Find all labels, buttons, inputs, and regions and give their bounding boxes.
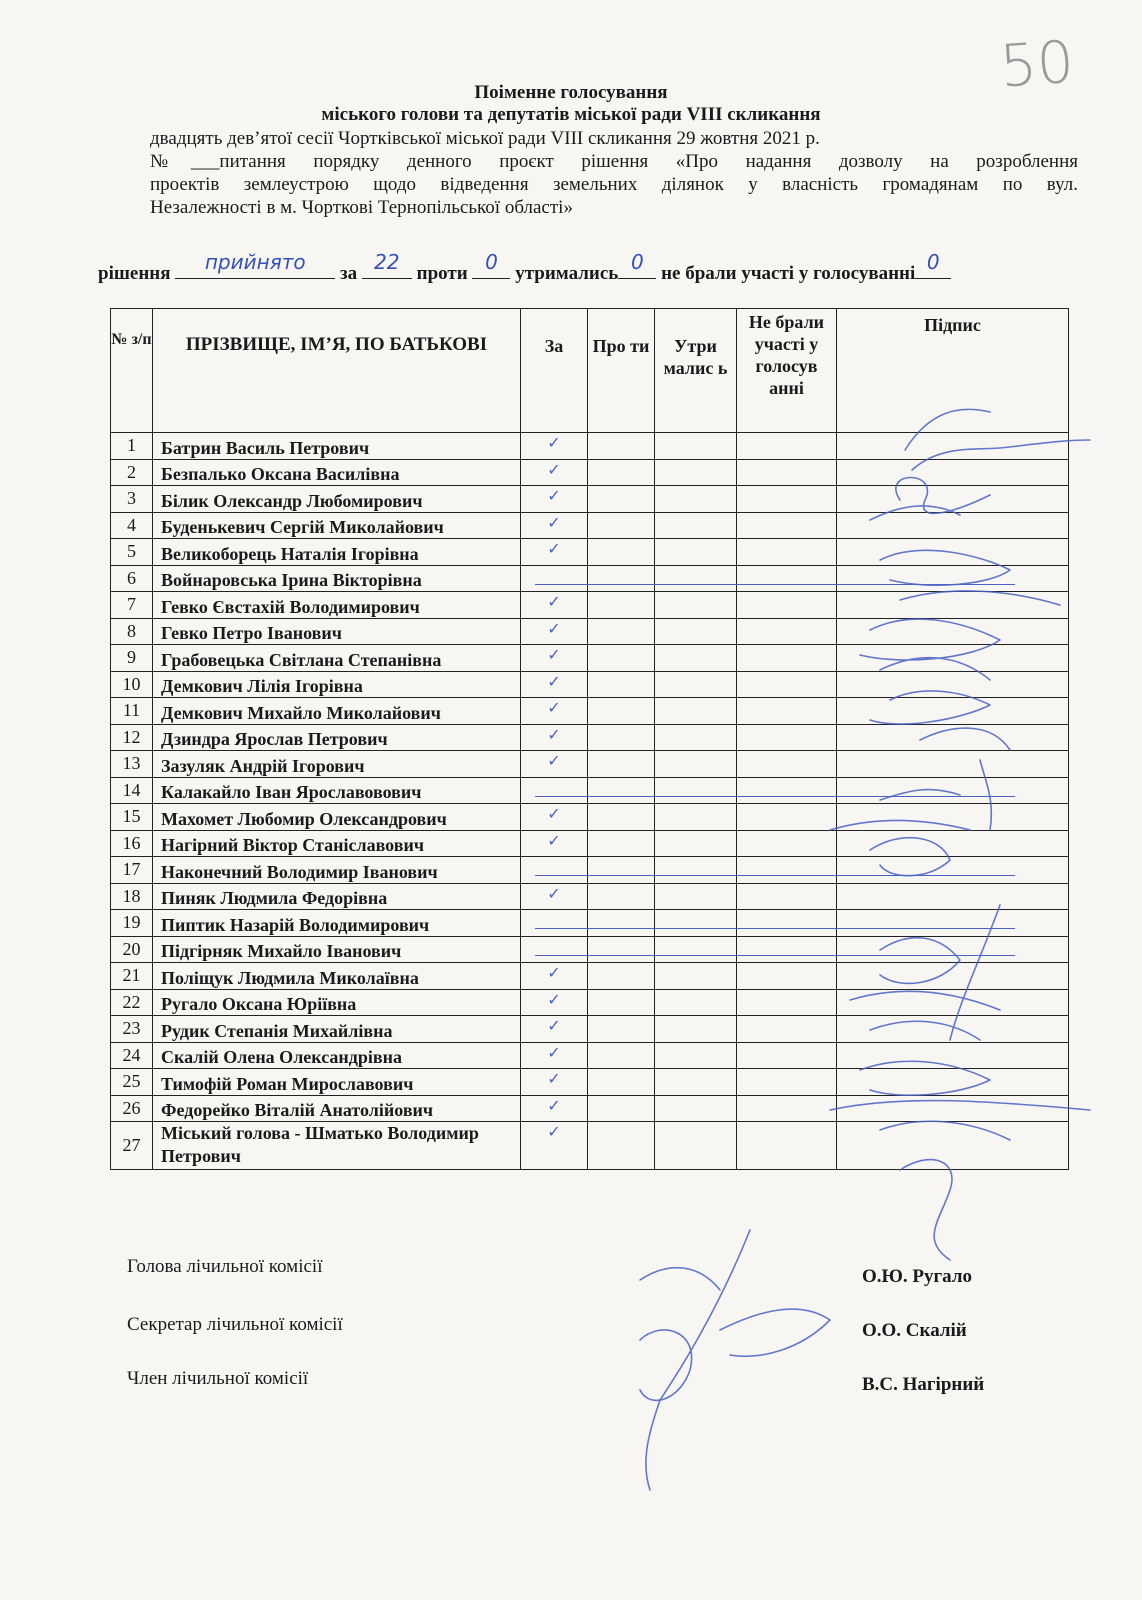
row-name: Наконечний Володимир Іванович: [153, 857, 521, 884]
abstained-label: утримались: [515, 263, 619, 284]
row-num: 21: [111, 963, 153, 990]
row-not-voted: [737, 910, 837, 937]
row-against: [588, 1069, 655, 1096]
row-name: Поліщук Людмила Миколаївна: [153, 963, 521, 990]
row-abstained: [655, 777, 737, 804]
row-abstained: [655, 989, 737, 1016]
row-num: 16: [111, 830, 153, 857]
row-against: [588, 459, 655, 486]
decision-value: прийнято: [204, 250, 306, 274]
row-abstained: [655, 1042, 737, 1069]
row-num: 9: [111, 645, 153, 672]
row-not-voted: [737, 486, 837, 513]
row-signature: [837, 777, 1069, 804]
row-not-voted: [737, 1122, 837, 1170]
row-num: 14: [111, 777, 153, 804]
for-value: 22: [374, 250, 400, 274]
row-signature: [837, 459, 1069, 486]
row-name: Тимофій Роман Мирославович: [153, 1069, 521, 1096]
row-abstained: [655, 830, 737, 857]
row-num: 2: [111, 459, 153, 486]
table-row: [111, 777, 1069, 804]
row-for: [521, 565, 588, 592]
against-value: 0: [485, 250, 498, 274]
row-num: 26: [111, 1095, 153, 1122]
row-for: ✓: [521, 830, 588, 857]
row-name: Демкович Михайло Миколайович: [153, 698, 521, 725]
header-for: За: [521, 309, 588, 433]
row-abstained: [655, 618, 737, 645]
table-row: [111, 618, 1069, 645]
row-num: 25: [111, 1069, 153, 1096]
row-abstained: [655, 936, 737, 963]
row-abstained: [655, 910, 737, 937]
row-signature: [837, 698, 1069, 725]
row-for: ✓: [521, 539, 588, 566]
row-not-voted: [737, 645, 837, 672]
not-voted-field: [915, 250, 951, 279]
row-name: Підгірняк Михайло Іванович: [153, 936, 521, 963]
row-not-voted: [737, 698, 837, 725]
chair-label: Голова лічильної комісії: [127, 1256, 323, 1277]
row-signature: [837, 486, 1069, 513]
abstained-value: 0: [630, 250, 644, 274]
row-name: Махомет Любомир Олександрович: [153, 804, 521, 831]
row-not-voted: [737, 724, 837, 751]
row-not-voted: [737, 963, 837, 990]
row-num: 11: [111, 698, 153, 725]
row-num: 12: [111, 724, 153, 751]
member-label: Член лічильної комісії: [127, 1368, 309, 1389]
row-against: [588, 618, 655, 645]
table-row: [111, 883, 1069, 910]
row-name: Федорейко Віталій Анатолійович: [153, 1095, 521, 1122]
for-label: за: [340, 263, 358, 284]
strike-line: [535, 955, 1015, 956]
row-for: ✓: [521, 433, 588, 460]
row-num: 13: [111, 751, 153, 778]
row-signature: [837, 1069, 1069, 1096]
row-num: 1: [111, 433, 153, 460]
row-not-voted: [737, 618, 837, 645]
row-num: 27: [111, 1122, 153, 1170]
row-name: Войнаровська Ірина Вікторівна: [153, 565, 521, 592]
row-not-voted: [737, 459, 837, 486]
row-abstained: [655, 565, 737, 592]
row-signature: [837, 539, 1069, 566]
row-not-voted: [737, 1016, 837, 1043]
row-abstained: [655, 724, 737, 751]
vote-table: [110, 308, 1069, 1170]
row-against: [588, 698, 655, 725]
row-against: [588, 936, 655, 963]
row-against: [588, 565, 655, 592]
table-row: [111, 1122, 1069, 1170]
secretary-label: Секретар лічильної комісії: [127, 1314, 343, 1335]
question-line-2: проектів землеустрою щодо відведення земельних ділянок у власність громадянам по вул.: [150, 174, 1078, 195]
question-line-1: №___питання порядку денного проєкт рішення «Про надання дозволу на розроблення: [150, 151, 1078, 172]
member-name: В.С. Нагірний: [862, 1374, 985, 1395]
page-number: 50: [997, 27, 1077, 101]
row-not-voted: [737, 989, 837, 1016]
row-num: 10: [111, 671, 153, 698]
row-for: ✓: [521, 645, 588, 672]
row-against: [588, 883, 655, 910]
row-against: [588, 989, 655, 1016]
row-num: 17: [111, 857, 153, 884]
row-not-voted: [737, 592, 837, 619]
table-row: [111, 1095, 1069, 1122]
row-signature: [837, 645, 1069, 672]
row-abstained: [655, 433, 737, 460]
row-name: Рудик Степанія Михайлівна: [153, 1016, 521, 1043]
row-not-voted: [737, 751, 837, 778]
agenda-question: [150, 150, 1078, 219]
signature-mark: [640, 1230, 750, 1400]
row-against: [588, 724, 655, 751]
row-signature: [837, 989, 1069, 1016]
row-signature: [837, 963, 1069, 990]
signature-mark: [646, 1400, 660, 1490]
row-against: [588, 910, 655, 937]
row-abstained: [655, 1016, 737, 1043]
row-signature: [837, 565, 1069, 592]
row-name: Білик Олександр Любомирович: [153, 486, 521, 513]
row-abstained: [655, 645, 737, 672]
row-for: ✓: [521, 1122, 588, 1170]
row-against: [588, 645, 655, 672]
table-row: [111, 724, 1069, 751]
strike-line: [535, 584, 1015, 585]
row-num: 19: [111, 910, 153, 937]
row-for: ✓: [521, 883, 588, 910]
row-signature: [837, 910, 1069, 937]
table-row: [111, 857, 1069, 884]
row-not-voted: [737, 1095, 837, 1122]
row-not-voted: [737, 512, 837, 539]
table-row: [111, 1042, 1069, 1069]
row-for: [521, 777, 588, 804]
row-name: Зазуляк Андрій Ігорович: [153, 751, 521, 778]
row-num: 8: [111, 618, 153, 645]
row-num: 6: [111, 565, 153, 592]
row-num: 22: [111, 989, 153, 1016]
table-row: [111, 539, 1069, 566]
row-abstained: [655, 857, 737, 884]
secretary-name: О.О. Скалій: [862, 1320, 967, 1341]
row-name: Ругало Оксана Юріївна: [153, 989, 521, 1016]
row-num: 23: [111, 1016, 153, 1043]
decision-label: рішення: [98, 263, 171, 284]
header-signature: Підпис: [837, 309, 1069, 433]
against-label: проти: [416, 263, 468, 284]
row-against: [588, 830, 655, 857]
row-abstained: [655, 459, 737, 486]
row-abstained: [655, 592, 737, 619]
row-against: [588, 433, 655, 460]
row-signature: [837, 1042, 1069, 1069]
row-for: ✓: [521, 724, 588, 751]
row-abstained: [655, 804, 737, 831]
row-num: 24: [111, 1042, 153, 1069]
row-against: [588, 486, 655, 513]
table-row: [111, 1069, 1069, 1096]
table-row: [111, 645, 1069, 672]
row-name: Скалій Олена Олександрівна: [153, 1042, 521, 1069]
row-abstained: [655, 1095, 737, 1122]
row-against: [588, 963, 655, 990]
header-abstained: Утри малис ь: [655, 309, 737, 433]
row-for: ✓: [521, 1095, 588, 1122]
row-against: [588, 1095, 655, 1122]
row-not-voted: [737, 804, 837, 831]
against-field: [472, 250, 510, 279]
row-for: ✓: [521, 989, 588, 1016]
row-not-voted: [737, 830, 837, 857]
row-for: ✓: [521, 486, 588, 513]
row-against: [588, 671, 655, 698]
row-abstained: [655, 1069, 737, 1096]
row-name: Нагірний Віктор Станіславович: [153, 830, 521, 857]
table-row: [111, 671, 1069, 698]
table-row: [111, 698, 1069, 725]
row-signature: [837, 618, 1069, 645]
abstained-field: [618, 250, 656, 279]
row-for: [521, 857, 588, 884]
row-abstained: [655, 512, 737, 539]
row-signature: [837, 883, 1069, 910]
row-for: ✓: [521, 1042, 588, 1069]
row-signature: [837, 830, 1069, 857]
row-for: [521, 936, 588, 963]
row-against: [588, 751, 655, 778]
row-abstained: [655, 539, 737, 566]
row-name: Калакайло Іван Ярославовович: [153, 777, 521, 804]
row-name: Гевко Євстахій Володимирович: [153, 592, 521, 619]
row-abstained: [655, 1122, 737, 1170]
strike-line: [535, 875, 1015, 876]
row-not-voted: [737, 539, 837, 566]
row-signature: [837, 512, 1069, 539]
not-voted-value: 0: [926, 250, 940, 274]
row-name: Безпалько Оксана Василівна: [153, 459, 521, 486]
table-row: [111, 910, 1069, 937]
row-for: ✓: [521, 671, 588, 698]
row-name: Пиптик Назарій Володимирович: [153, 910, 521, 937]
table-row: [111, 804, 1069, 831]
row-abstained: [655, 486, 737, 513]
row-against: [588, 592, 655, 619]
row-not-voted: [737, 565, 837, 592]
row-name: Грабовецька Світлана Степанівна: [153, 645, 521, 672]
signature-mark: [640, 1309, 830, 1400]
row-num: 7: [111, 592, 153, 619]
header-num: № з/п: [111, 309, 153, 433]
row-signature: [837, 751, 1069, 778]
row-num: 18: [111, 883, 153, 910]
row-num: 20: [111, 936, 153, 963]
row-not-voted: [737, 671, 837, 698]
header-name: ПРІЗВИЩЕ, ІМ’Я, ПО БАТЬКОВІ: [153, 309, 521, 433]
row-abstained: [655, 963, 737, 990]
not-voted-label: не брали участі у голосуванні: [661, 263, 916, 284]
row-against: [588, 1016, 655, 1043]
row-name: Міський голова - Шматько Володимир Петрович: [153, 1122, 521, 1170]
table-row: [111, 486, 1069, 513]
row-for: ✓: [521, 751, 588, 778]
row-abstained: [655, 698, 737, 725]
for-field: [362, 250, 412, 279]
strike-line: [535, 928, 1015, 929]
vote-results: [98, 250, 951, 285]
table-row: [111, 989, 1069, 1016]
row-for: ✓: [521, 698, 588, 725]
row-for: ✓: [521, 1069, 588, 1096]
strike-line: [535, 796, 1015, 797]
row-for: ✓: [521, 512, 588, 539]
row-for: [521, 910, 588, 937]
row-against: [588, 804, 655, 831]
row-abstained: [655, 751, 737, 778]
document-subtitle: міського голови та депутатів міської ради VIII скликання: [321, 104, 821, 125]
row-name: Великоборець Наталія Ігорівна: [153, 539, 521, 566]
row-against: [588, 1122, 655, 1170]
table-row: [111, 936, 1069, 963]
table-row: [111, 565, 1069, 592]
row-not-voted: [737, 883, 837, 910]
row-num: 4: [111, 512, 153, 539]
row-num: 15: [111, 804, 153, 831]
row-num: 3: [111, 486, 153, 513]
table-row: [111, 512, 1069, 539]
row-not-voted: [737, 936, 837, 963]
table-row: [111, 1016, 1069, 1043]
table-row: [111, 830, 1069, 857]
row-signature: [837, 1095, 1069, 1122]
row-for: ✓: [521, 618, 588, 645]
row-name: Гевко Петро Іванович: [153, 618, 521, 645]
session-line: двадцять дев’ятої сесії Чортківської міської ради VIII скликання 29 жовтня 2021 р.: [150, 128, 820, 149]
row-signature: [837, 724, 1069, 751]
row-against: [588, 512, 655, 539]
row-not-voted: [737, 1069, 837, 1096]
row-abstained: [655, 671, 737, 698]
row-not-voted: [737, 857, 837, 884]
row-signature: [837, 433, 1069, 460]
row-not-voted: [737, 777, 837, 804]
row-for: ✓: [521, 963, 588, 990]
row-name: Батрин Василь Петрович: [153, 433, 521, 460]
row-name: Дзиндра Ярослав Петрович: [153, 724, 521, 751]
row-num: 5: [111, 539, 153, 566]
row-not-voted: [737, 433, 837, 460]
row-against: [588, 1042, 655, 1069]
row-name: Буденькевич Сергій Миколайович: [153, 512, 521, 539]
row-signature: [837, 1016, 1069, 1043]
row-signature: [837, 804, 1069, 831]
table-row: [111, 751, 1069, 778]
row-signature: [837, 857, 1069, 884]
row-for: ✓: [521, 592, 588, 619]
row-against: [588, 539, 655, 566]
header-not-voted: Не брали участі у голосув анні: [737, 309, 837, 433]
table-row: [111, 433, 1069, 460]
table-header-row: [111, 309, 1069, 433]
row-signature: [837, 671, 1069, 698]
header-against: Про ти: [588, 309, 655, 433]
row-against: [588, 857, 655, 884]
row-signature: [837, 1122, 1069, 1170]
row-name: Демкович Лілія Ігорівна: [153, 671, 521, 698]
decision-field: [175, 250, 335, 279]
row-signature: [837, 592, 1069, 619]
table-row: [111, 592, 1069, 619]
row-signature: [837, 936, 1069, 963]
row-for: ✓: [521, 804, 588, 831]
table-row: [111, 963, 1069, 990]
row-name: Пиняк Людмила Федорівна: [153, 883, 521, 910]
row-for: ✓: [521, 1016, 588, 1043]
document-title: Поіменне голосування: [474, 82, 668, 103]
question-line-3: Незалежності в м. Чорткові Тернопільської області»: [150, 197, 573, 218]
row-abstained: [655, 883, 737, 910]
table-row: [111, 459, 1069, 486]
row-for: ✓: [521, 459, 588, 486]
chair-name: О.Ю. Ругало: [862, 1266, 972, 1287]
row-against: [588, 777, 655, 804]
row-not-voted: [737, 1042, 837, 1069]
